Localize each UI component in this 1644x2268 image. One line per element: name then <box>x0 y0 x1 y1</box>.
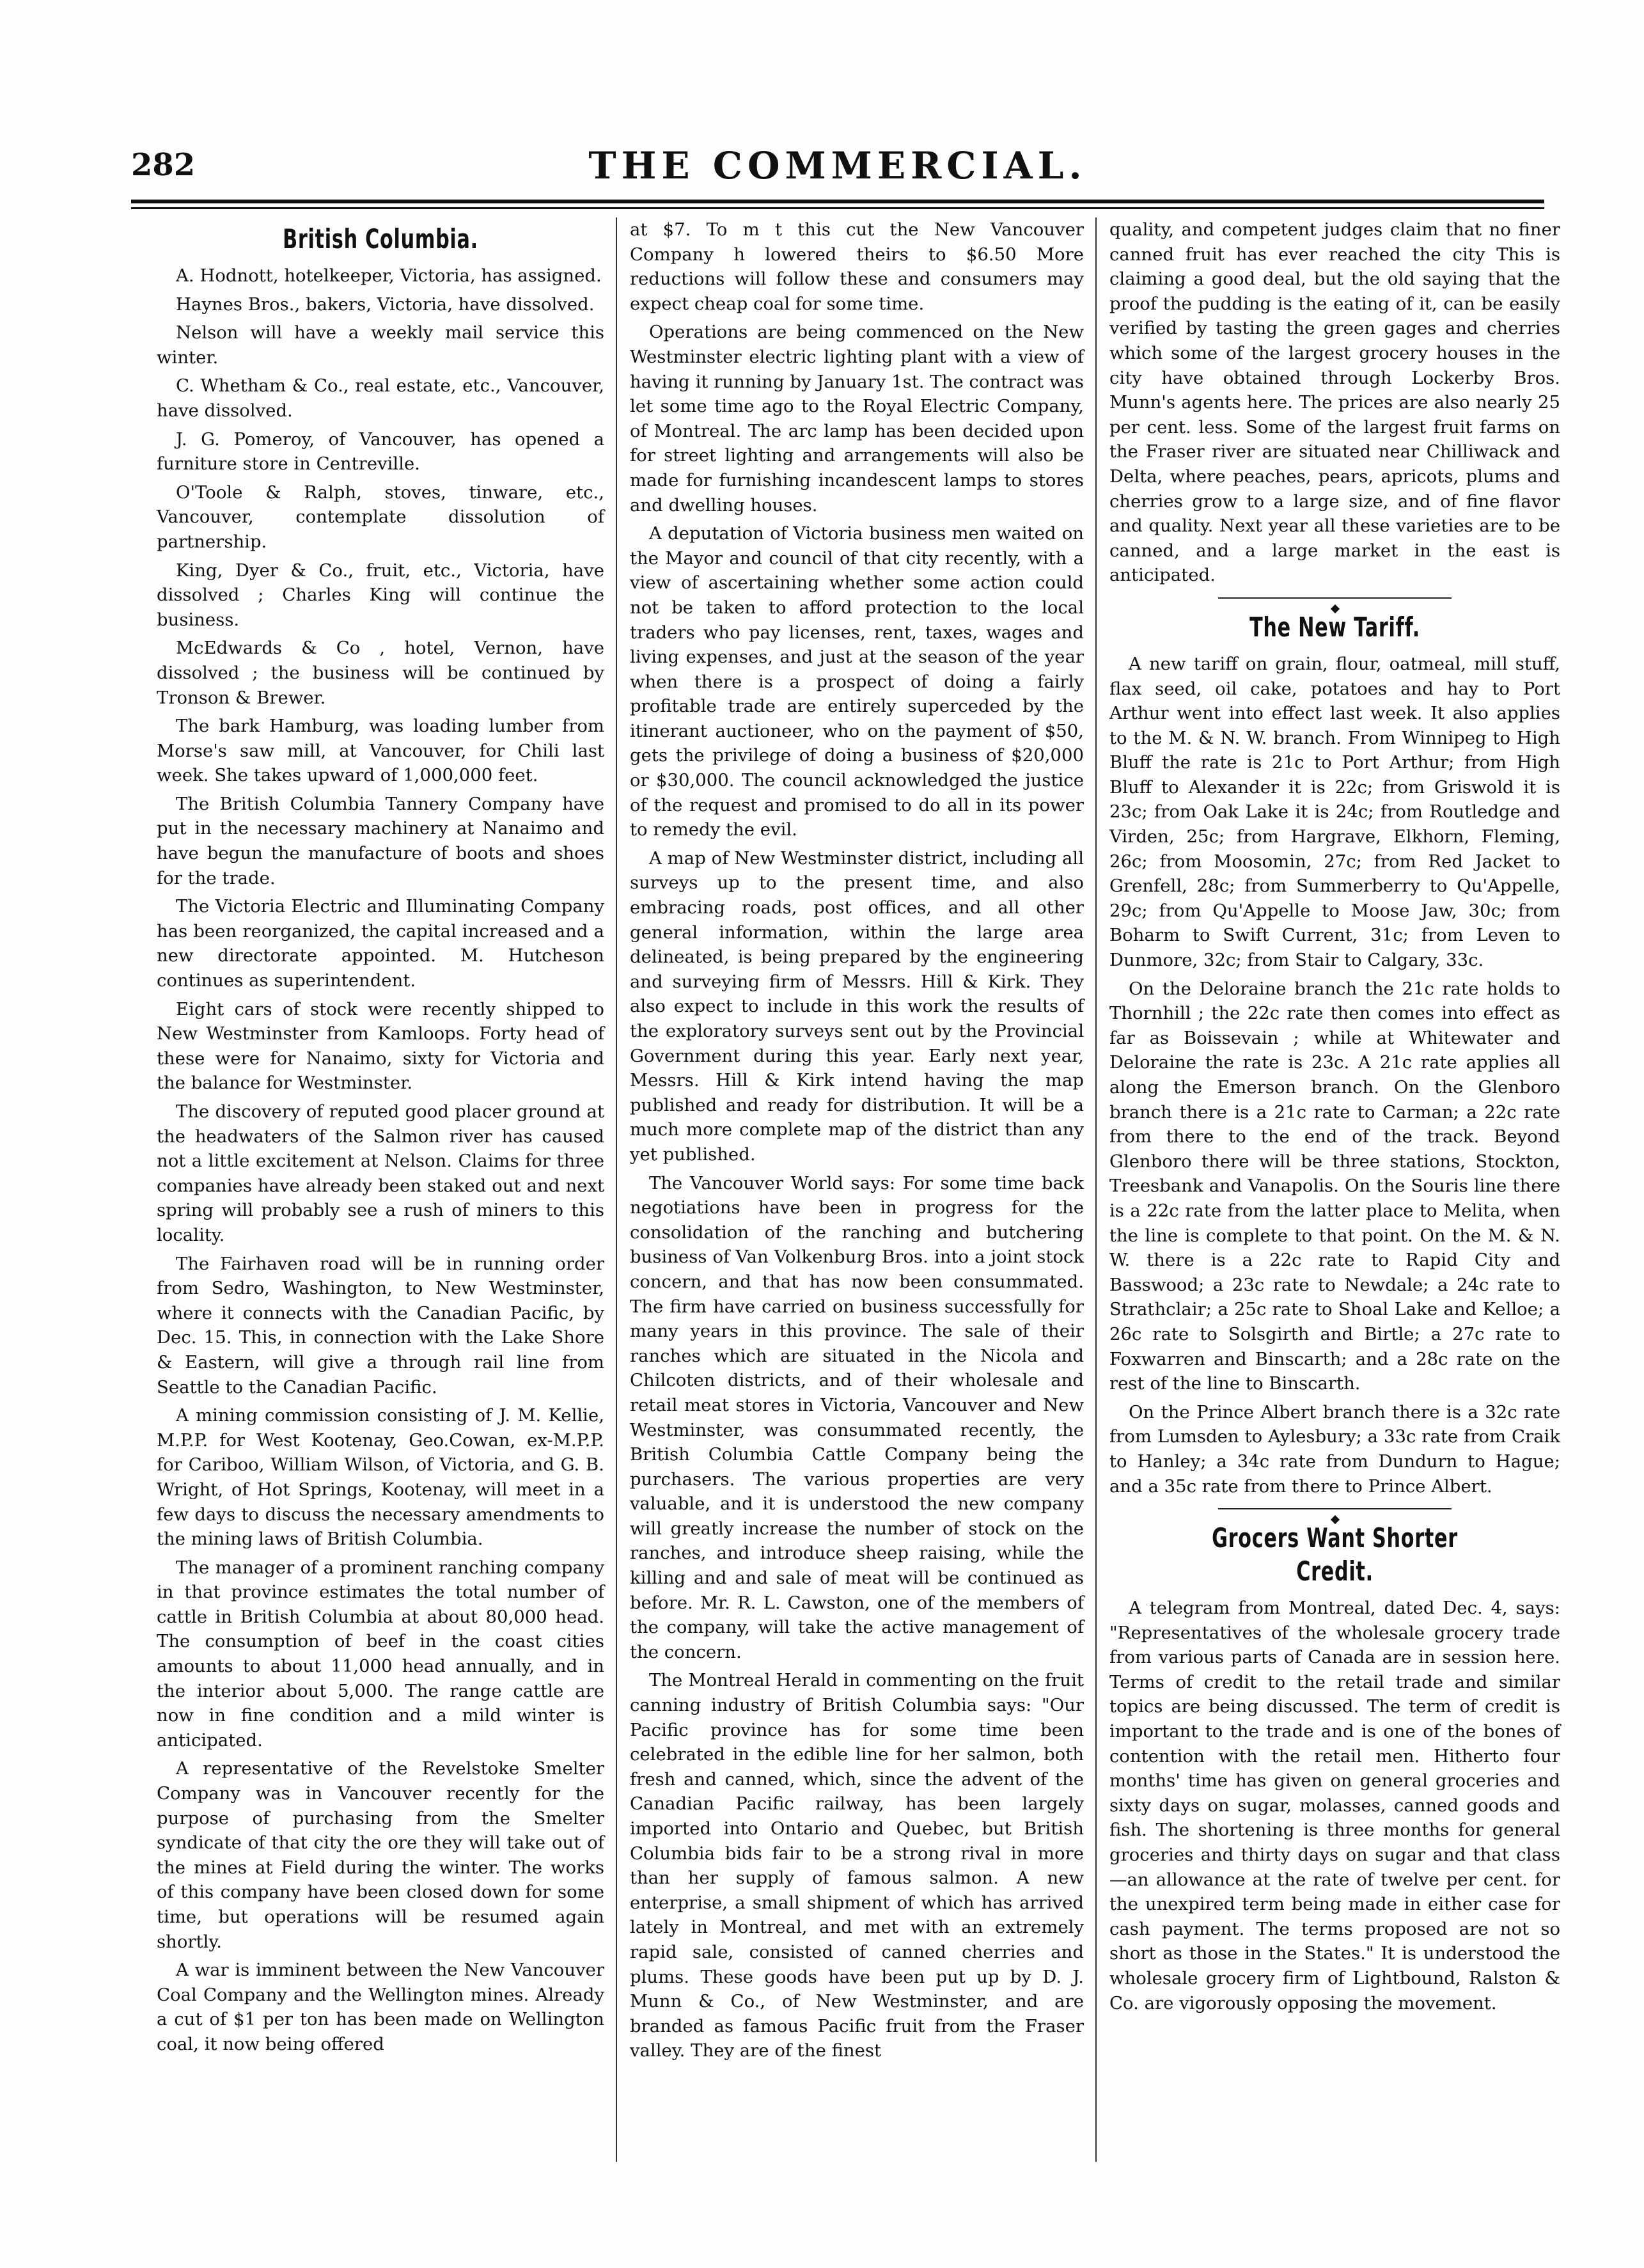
news-item: A map of New Westminster district, including all surveys up to the present time, and also embracing roads, post offices, and all other general information, within the large area delineated, is being prepared by the engineering and surveying firm of Messrs. Hill & Kirk. They also expect to include in this work the results of the exploratory surveys sent out by the Provincial Government during this year. Early next year, Messrs. Hill & Kirk intend having the map published and ready for distribution. It will be a much more complete map of the district than any yet published. <box>630 847 1084 1165</box>
news-item: Eight cars of stock were recently shipped to New Westminster from Kamloops. Forty head of these were for Nanaimo, sixty for Victoria and the balance for Westminster. <box>157 998 604 1094</box>
column-3 <box>1109 217 1560 2159</box>
masthead-title: THE COMMERCIAL. <box>588 144 1087 187</box>
section-heading-grocers-credit: Grocers Want Shorter Credit. <box>1212 1522 1458 1587</box>
news-item: The Victoria Electric and Illuminating Company has been reorganized, the capital increased and a new directorate appointed. M. Hutcheson continues as superintendent. <box>157 896 604 991</box>
news-item: O'Toole & Ralph, stoves, tinware, etc., Vancouver, contemplate dissolution of partnership. <box>157 482 604 552</box>
header-rule-thick <box>131 200 1544 203</box>
column-2 <box>630 217 1084 2159</box>
news-item: A. Hodnott, hotelkeeper, Victoria, has assigned. <box>176 265 602 286</box>
section-separator <box>1109 1502 1560 1515</box>
news-item: A deputation of Victoria business men waited on the Mayor and council of that city recently, with a view of ascertaining whether some action could not be taken to afford protection to the local traders who pay licenses, rent, taxes, wages and living expenses, and just at the season of the year when there is a prospect of doing a fairly profitable trade are entirely superceded by the itinerant auctioneer, who on the payment of $50, gets the privilege of doing a business of $20,000 or $30,000. The council acknowledged the justice of the request and promised to do all in its power to remedy the evil. <box>630 523 1084 840</box>
page-header <box>131 144 1544 189</box>
news-item: King, Dyer & Co., fruit, etc., Victoria, have dissolved ; Charles King will continue the business. <box>157 560 604 630</box>
news-item: A mining commission consisting of J. M. Kellie, M.P.P. for West Kootenay, Geo.Cowan, ex-M.P.P. for Cariboo, William Wilson, of Victoria, and G. B. Wright, of Hot Springs, Kootenay, will meet in a few days to discuss the necessary amendments to the mining laws of British Columbia. <box>157 1405 604 1550</box>
section-heading-new-tariff: The New Tariff. <box>1249 611 1420 643</box>
news-item: at $7. To m t this cut the New Vancouver Company h lowered theirs to $6.50 More reductions will follow these and consumers may expect cheap coal for some time. <box>630 219 1084 314</box>
news-item: The bark Hamburg, was loading lumber from Morse's saw mill, at Vancouver, for Chili last week. She takes upward of 1,000,000 feet. <box>157 716 604 786</box>
news-item: The manager of a prominent ranching company in that province estimates the total number of cattle in British Columbia at about 80,000 head. The consumption of beef in the coast cities amounts to about 11,000 head annually, and in the interior about 5,000. The range cattle are now in fine condition and a mild winter is anticipated. <box>157 1557 604 1751</box>
page-number: 282 <box>131 147 196 183</box>
news-item: quality, and competent judges claim that no finer canned fruit has ever reached the city This is claiming a good deal, but the old saying that the proof the pudding is the eating of it, can be easily verified by tasting the green gages and cherries which some of the largest grocery houses in the city have obtained through Lockerby Bros. Munn's agents here. The prices are also nearly 25 per cent. less. Some of the largest fruit farms on the Fraser river are situated near Chilliwack and Delta, where peaches, pears, apricots, plums and cherries grow to a large size, and of fine flavor and quality. Next year all these varieties are to be canned, and a large market in the east is anticipated. <box>1109 219 1560 586</box>
news-item: The Fairhaven road will be in running order from Sedro, Washington, to New Westminster, where it connects with the Canadian Pacific, by Dec. 15. This, in connection with the Lake Shore & Eastern, will give a through rail line from Seattle to the Canadian Pacific. <box>157 1253 604 1398</box>
column-divider <box>1095 217 1097 2162</box>
news-item: Operations are being commenced on the New Westminster electric lighting plant with a view of having it running by January 1st. The contract was let some time ago to the Royal Electric Company, of Montreal. The arc lamp has been decided upon for street lighting and arrangements will also be made for furnishing incandescent lamps to stores and dwelling houses. <box>630 322 1084 516</box>
section-separator <box>1109 592 1560 604</box>
news-item: Nelson will have a weekly mail service this winter. <box>157 322 604 368</box>
news-item: The British Columbia Tannery Company have put in the necessary machinery at Nanaimo and have begun the manufacture of boots and shoes for the trade. <box>157 793 604 888</box>
news-item: Haynes Bros., bakers, Victoria, have dissolved. <box>176 294 595 315</box>
news-item: C. Whetham & Co., real estate, etc., Vancouver, have dissolved. <box>157 375 604 421</box>
news-item: The Montreal Herald in commenting on the fruit canning industry of British Columbia says: "Our Pacific province has for some time been celebrated in the edible line for her salmon, both fresh and canned, which, since the advent of the Canadian Pacific railway, has been largely imported into Ontario and Quebec, but British Columbia bids fair to be a strong rival in more than her supply of famous salmon. A new enterprise, a small shipment of which has arrived lately in Montreal, and met with an extremely rapid sale, consisted of canned cherries and plums. These goods have been put up by D. J. Munn & Co., of New Westminster, and are branded as famous Pacific fruit from the Fraser valley. They are of the finest <box>630 1670 1084 2061</box>
news-item: On the Deloraine branch the 21c rate holds to Thornhill ; the 22c rate then comes into effect as far as Boissevain ; while at Whitewater and Deloraine the rate is 23c. A 21c rate applies all along the Emerson branch. On the Glenboro branch there is a 21c rate to Carman; a 22c rate from there to the end of the track. Beyond Glenboro there will be three stations, Stockton, Treesbank and Vanapolis. On the Souris line there is a 22c rate from the latter place to Melita, when the line is complete to that point. On the M. & N. W. there is a 22c rate to Rapid City and Basswood; a 23c rate to Newdale; a 24c rate to Strathclair; a 25c rate to Shoal Lake and Kelloe; a 26c rate to Solsgirth and Birtle; a 27c rate to Foxwarren and Binscarth; and a 28c rate on the rest of the line to Binscarth. <box>1109 978 1560 1394</box>
header-rule-thin <box>131 207 1544 209</box>
news-item: A telegram from Montreal, dated Dec. 4, says: "Representatives of the wholesale grocery trade from various parts of Canada are in session here. Terms of credit to the retail trade and similar topics are being discussed. The term of credit is important to the trade and is one of the bones of contention with the retail men. Hitherto four months' time has given on general groceries and sixty days on sugar, molasses, canned goods and fish. The shortening is three months for general groceries and thirty days on sugar and that class—an allowance at the rate of twelve per cent. for the unexpired term being made in either case for cash payment. The terms proposed are not so short as those in the States." It is understood the wholesale grocery firm of Lightbound, Ralston & Co. are vigorously opposing the movement. <box>1109 1598 1560 2013</box>
column-1 <box>157 217 604 2159</box>
news-item: The Vancouver World says: For some time back negotiations have been in progress for the consolidation of the ranching and butchering business of Van Volkenburg Bros. into a joint stock concern, and that has now been consummated. The firm have carried on business successfully for many years in this province. The sale of their ranches which are situated in the Nicola and Chilcoten districts, and of their wholesale and retail meat stores in Victoria, Vancouver and New Westminster, was consummated recently, the British Columbia Cattle Company being the purchasers. The various properties are very valuable, and it is understood the new company will greatly increase the number of stock on the ranches, and introduce sheep raising, while the killing and and sale of meat will be continued as before. Mr. R. L. Cawston, one of the members of the company, will take the active management of the concern. <box>630 1172 1084 1662</box>
news-item: On the Prince Albert branch there is a 32c rate from Lumsden to Aylesbury; a 33c rate from Craik to Hanley; a 34c rate from Dundurn to Hague; and a 35c rate from there to Prince Albert. <box>1109 1401 1560 1497</box>
section-heading-british-columbia: British Columbia. <box>283 223 478 255</box>
news-item: J. G. Pomeroy, of Vancouver, has opened a furniture store in Centreville. <box>157 429 604 475</box>
news-item: The discovery of reputed good placer ground at the headwaters of the Salmon river has caused not a little excitement at Nelson. Claims for three companies have already been staked out and next spring will probably see a rush of miners to this locality. <box>157 1101 604 1245</box>
news-item: A representative of the Revelstoke Smelter Company was in Vancouver recently for the purpose of purchasing from the Smelter syndicate of that city the ore they will take out of the mines at Field during the winter. The works of this company have been closed down for some time, but operations will be resumed again shortly. <box>157 1758 604 1952</box>
news-item: McEdwards & Co , hotel, Vernon, have dissolved ; the business will be continued by Tronson & Brewer. <box>157 638 604 708</box>
news-item: A war is imminent between the New Vancouver Coal Company and the Wellington mines. Already a cut of $1 per ton has been made on Wellington coal, it now being offered <box>157 1960 604 2054</box>
news-item: A new tariff on grain, flour, oatmeal, mill stuff, flax seed, oil cake, potatoes and hay to Port Arthur went into effect last week. It also applies to the M. & N. W. branch. From Winnipeg to High Bluff the rate is 21c to Port Arthur; from High Bluff to Alexander it is 22c; from Griswold it is 23c; from Oak Lake it is 24c; from Routledge and Virden, 25c; from Hargrave, Elkhorn, Fleming, 26c; from Moosomin, 27c; from Red Jacket to Grenfell, 28c; from Summerberry to Qu'Appelle, 29c; from Qu'Appelle to Moose Jaw, 30c; from Boharm to Swift Current, 31c; from Leven to Dunmore, 32c; from Stair to Calgary, 33c. <box>1109 653 1560 971</box>
column-divider <box>616 217 617 2162</box>
